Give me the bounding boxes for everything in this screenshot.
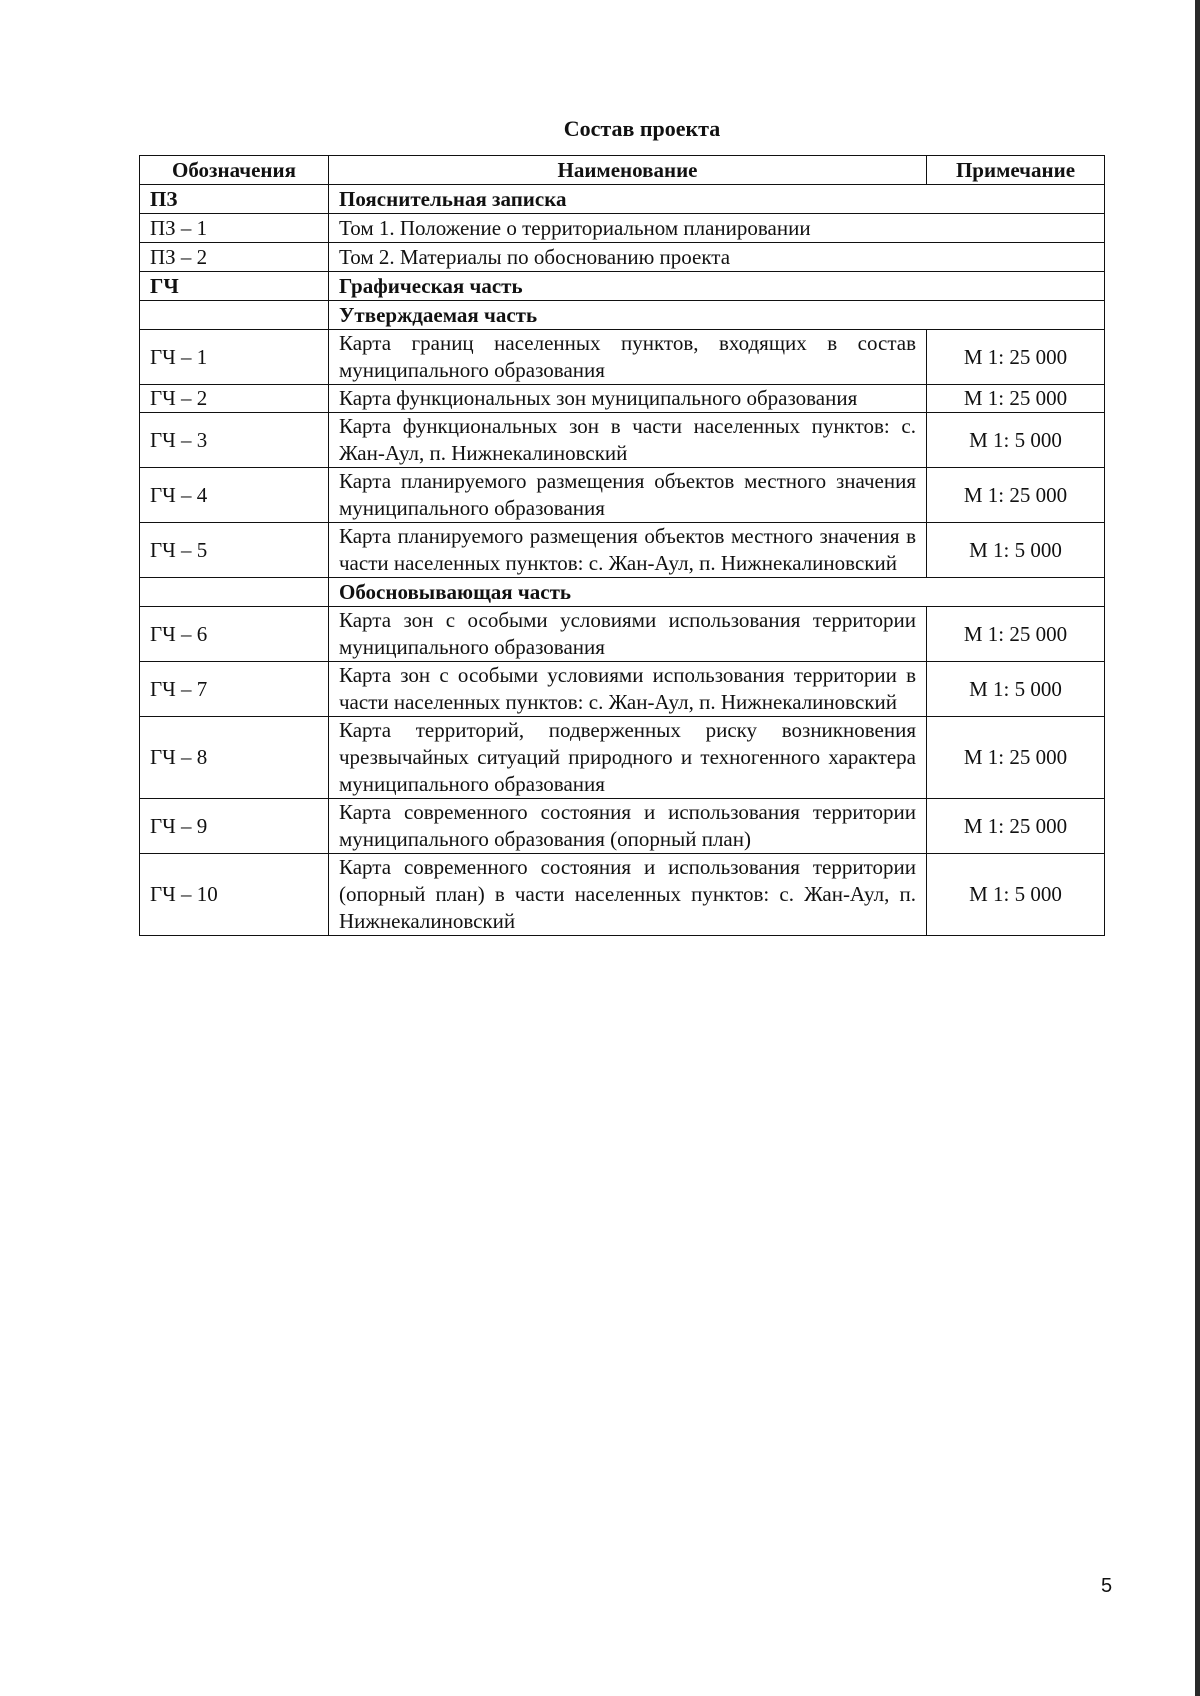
row-code: ГЧ – 6 [140,607,329,662]
page-edge-border [1195,0,1200,1696]
table-row [140,523,1105,578]
row-code: ГЧ – 1 [140,330,329,385]
row-scale: М 1: 5 000 [927,854,1105,936]
table-row [140,214,1105,243]
header-note: Примечание [927,156,1105,185]
row-name: Карта территорий, подверженных риску возникновения чрезвычайных ситуаций природного и техногенного характера муниципального образования [329,717,927,799]
table-row-section [140,301,1105,330]
table-row [140,717,1105,799]
header-code: Обозначения [140,156,329,185]
row-name: Карта функциональных зон в части населенных пунктов: с. Жан-Аул, п. Нижнекалиновский [329,413,927,468]
row-name: Том 2. Материалы по обоснованию проекта [329,243,1105,272]
row-name: Том 1. Положение о территориальном планировании [329,214,1105,243]
document-title: Состав проекта [563,116,721,141]
table-row [140,385,1105,413]
row-code: ПЗ [140,185,329,214]
table-row [140,607,1105,662]
row-code: ПЗ – 2 [140,243,329,272]
row-name: Утверждаемая часть [329,301,1105,330]
row-scale: М 1: 5 000 [927,662,1105,717]
table-row [140,799,1105,854]
table-row [140,243,1105,272]
row-code: ГЧ – 7 [140,662,329,717]
row-scale: М 1: 5 000 [927,523,1105,578]
row-code: ПЗ – 1 [140,214,329,243]
table-row [140,468,1105,523]
row-code: ГЧ – 2 [140,385,329,413]
row-code: ГЧ – 4 [140,468,329,523]
row-code: ГЧ – 10 [140,854,329,936]
row-scale: М 1: 25 000 [927,385,1105,413]
row-scale: М 1: 25 000 [927,468,1105,523]
row-name: Карта функциональных зон муниципального образования [329,385,927,413]
table-row [140,413,1105,468]
row-name: Карта зон с особыми условиями использования территории муниципального образования [329,607,927,662]
row-scale: М 1: 25 000 [927,330,1105,385]
row-name: Карта зон с особыми условиями использования территории в части населенных пунктов: с. Жан-Аул, п. Нижнекалиновский [329,662,927,717]
header-name: Наименование [329,156,927,185]
row-name: Карта современного состояния и использования территории муниципального образования (опорный план) [329,799,927,854]
table-row-section [140,578,1105,607]
project-composition-table [139,155,1105,936]
row-scale: М 1: 25 000 [927,799,1105,854]
row-code: ГЧ – 9 [140,799,329,854]
row-name: Графическая часть [329,272,1105,301]
row-code: ГЧ [140,272,329,301]
row-code: ГЧ – 8 [140,717,329,799]
row-code: ГЧ – 5 [140,523,329,578]
row-code [140,301,329,330]
row-code: ГЧ – 3 [140,413,329,468]
table-row-group [140,272,1105,301]
row-name: Карта современного состояния и использования территории (опорный план) в части населенных пунктов: с. Жан-Аул, п. Нижнекалиновский [329,854,927,936]
row-name: Карта планируемого размещения объектов местного значения в части населенных пунктов: с. Жан-Аул, п. Нижнекалиновский [329,523,927,578]
row-name: Карта границ населенных пунктов, входящих в состав муниципального образования [329,330,927,385]
row-name: Пояснительная записка [329,185,1105,214]
row-name: Карта планируемого размещения объектов местного значения муниципального образования [329,468,927,523]
table-row [140,854,1105,936]
row-scale: М 1: 25 000 [927,717,1105,799]
page-number: 5 [1101,1575,1113,1597]
row-name: Обосновывающая часть [329,578,1105,607]
row-code [140,578,329,607]
table-header-row [140,156,1105,185]
table-row [140,330,1105,385]
table-row [140,662,1105,717]
row-scale: М 1: 5 000 [927,413,1105,468]
row-scale: М 1: 25 000 [927,607,1105,662]
table-row-group [140,185,1105,214]
